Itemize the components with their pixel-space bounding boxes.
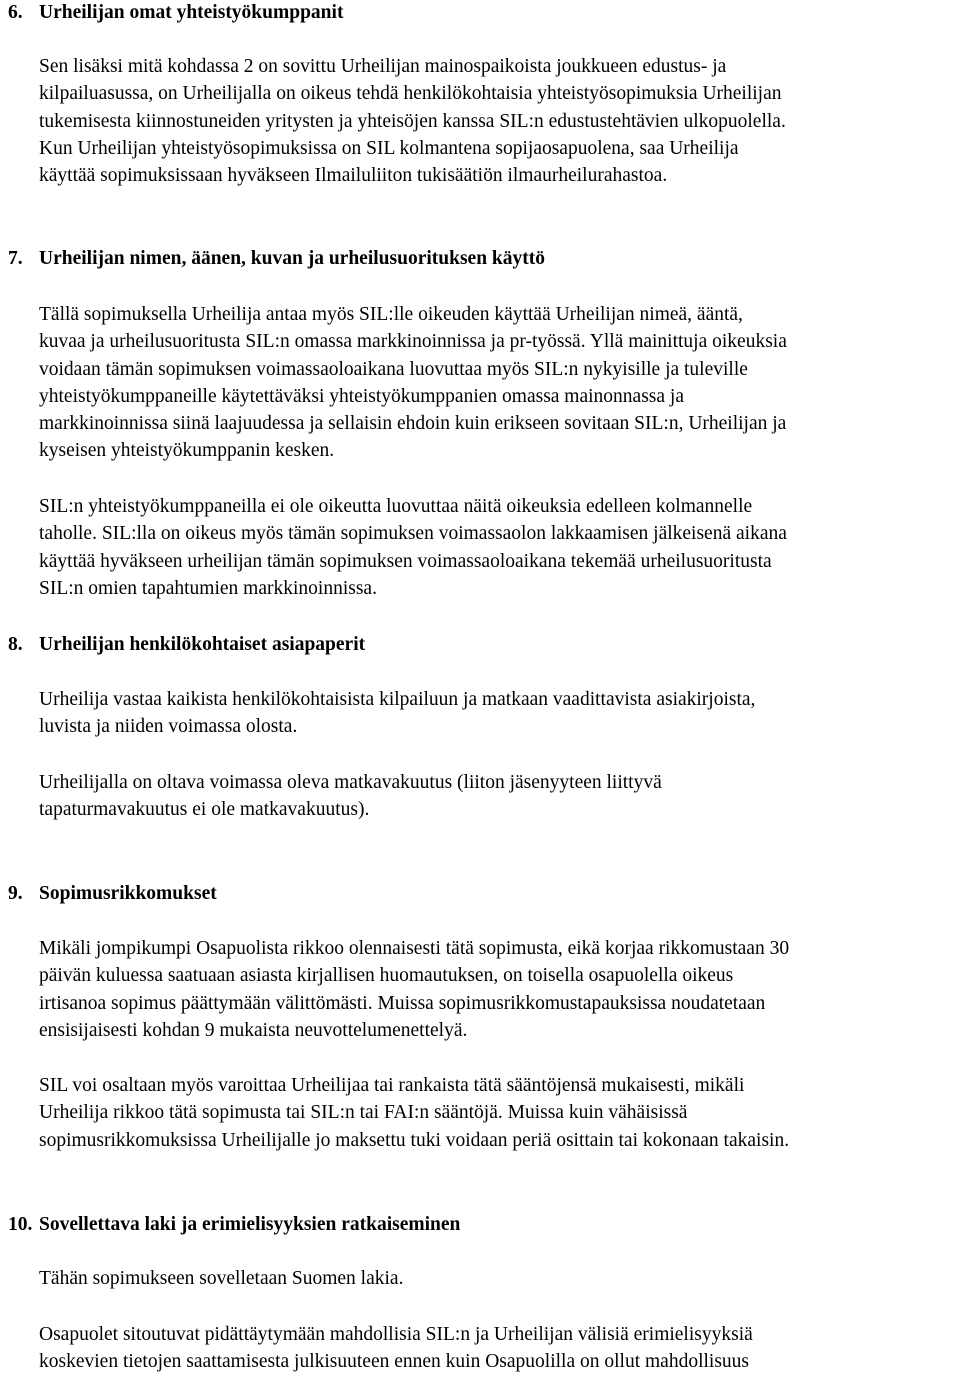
text-line: kyseisen yhteistyökumppanin kesken.: [39, 440, 335, 462]
text-line: voidaan tämän sopimuksen voimassaoloaikana luovuttaa myös SIL:n nykyisille ja tuleville: [39, 358, 748, 380]
text-line: Urheilija vastaa kaikista henkilökohtaisista kilpailuun ja matkaan vaadittavista asiakirjoista,: [39, 689, 756, 710]
text-line: Tällä sopimuksella Urheilija antaa myös SIL:lle oikeuden käyttää Urheilijan nimeä, ääntä,: [39, 304, 743, 325]
text-line: käyttää sopimuksissaan hyväkseen Ilmailuliiton tukisäätiön ilmaurheilurahastoa.: [39, 165, 668, 187]
text-line: luvista ja niiden voimassa olosta.: [39, 716, 298, 738]
section-title: Sopimusrikkomukset: [39, 883, 217, 904]
text-line: Urheilijalla on oltava voimassa oleva matkavakuutus (liiton jäsenyyteen liittyvä: [39, 772, 662, 793]
section-title: Urheilijan omat yhteistyökumppanit: [39, 2, 344, 23]
section-title: Sovellettava laki ja erimielisyyksien ratkaiseminen: [39, 1214, 461, 1235]
paragraph: [39, 1321, 960, 1376]
paragraph: [39, 493, 960, 602]
paragraph: [39, 301, 960, 465]
text-line: koskevien tietojen saattamisesta julkisuuteen ennen kuin Osapuolilla on ollut mahdollisuus: [39, 1351, 750, 1373]
text-line: ensisijaisesti kohdan 9 mukaista neuvottelumenettelyä.: [39, 1019, 468, 1041]
text-line: Sen lisäksi mitä kohdassa 2 on sovittu Urheilijan mainospaikoista joukkueen edustus- ja: [39, 56, 727, 77]
paragraph: [39, 1072, 960, 1154]
text-line: Osapuolet sitoutuvat pidättäytymään mahdollisia SIL:n ja Urheilijan välisiä erimielisyyksiä: [39, 1324, 753, 1345]
text-line: Kun Urheilijan yhteistyösopimuksissa on SIL kolmantena sopijaosapuolena, saa Urheilija: [39, 137, 739, 159]
paragraph: [39, 769, 960, 824]
text-line: SIL:n yhteistyökumppaneilla ei ole oikeutta luovuttaa näitä oikeuksia edelleen kolmannelle: [39, 496, 753, 517]
paragraph: [39, 1265, 960, 1292]
text-line: sopimusrikkomuksissa Urheilijalle jo maksettu tuki voidaan periä osittain tai kokonaan takaisin.: [39, 1129, 790, 1151]
text-line: käyttää hyväkseen urheilijan tämän sopimuksen voimassaoloaikana tekemää urheilusuoritusta: [39, 550, 772, 572]
text-line: irtisanoa sopimus päättymään välittömästi. Muissa sopimusrikkomustapauksissa noudatetaan: [39, 992, 766, 1014]
section-number: 10.: [8, 1214, 33, 1235]
text-line: päivän kuluessa saatuaan asiasta kirjallisen huomautuksen, on toisella osapuolella oikeus: [39, 965, 734, 987]
text-line: SIL:n omien tapahtumien markkinoinnissa.: [39, 577, 377, 599]
text-line: tapaturmavakuutus ei ole matkavakuutus).: [39, 799, 370, 821]
section-number: 8.: [8, 634, 23, 655]
text-line: markkinoinnissa siinä laajuudessa ja sellaisin ehdoin kuin erikseen sovitaan SIL:n, Urheilijan ja: [39, 413, 787, 435]
text-line: taholle. SIL:lla on oikeus myös tämän sopimuksen voimassaolon lakkaamisen jälkeisenä aikana: [39, 523, 787, 545]
text-line: SIL voi osaltaan myös varoittaa Urheilijaa tai rankaista tätä sääntöjensä mukaisesti, mikäli: [39, 1075, 745, 1096]
paragraph: [39, 935, 960, 1044]
text-line: kuvaa ja urheilusuoritusta SIL:n omassa markkinoinnissa ja pr-työssä. Yllä mainittuja oikeuksia: [39, 331, 787, 353]
section-title: Urheilijan henkilökohtaiset asiapaperit: [39, 634, 366, 655]
section-number: 7.: [8, 248, 23, 269]
text-line: Urheilija rikkoo tätä sopimusta tai SIL:n tai FAI:n sääntöjä. Muissa kuin vähäisissä: [39, 1102, 688, 1124]
text-line: Tähän sopimukseen sovelletaan Suomen lakia.: [39, 1268, 404, 1289]
text-line: yhteistyökumppaneille käytettäväksi yhteistyökumppanien omassa mainonnassa ja: [39, 385, 684, 407]
text-line: tukemisesta kiinnostuneiden yritysten ja yhteisöjen kanssa SIL:n edustustehtävien ulkopuolella.: [39, 110, 786, 132]
text-line: Mikäli jompikumpi Osapuolista rikkoo olennaisesti tätä sopimusta, eikä korjaa rikkomustaan 30: [39, 938, 790, 959]
paragraph: [39, 686, 960, 741]
section-number: 9.: [8, 883, 23, 904]
section-number: 6.: [8, 2, 23, 23]
text-line: kilpailuasussa, on Urheilijalla on oikeus tehdä henkilökohtaisia yhteistyösopimuksia Urheilijan: [39, 83, 782, 105]
section-title: Urheilijan nimen, äänen, kuvan ja urheilusuorituksen käyttö: [39, 248, 546, 269]
paragraph: [39, 53, 960, 189]
